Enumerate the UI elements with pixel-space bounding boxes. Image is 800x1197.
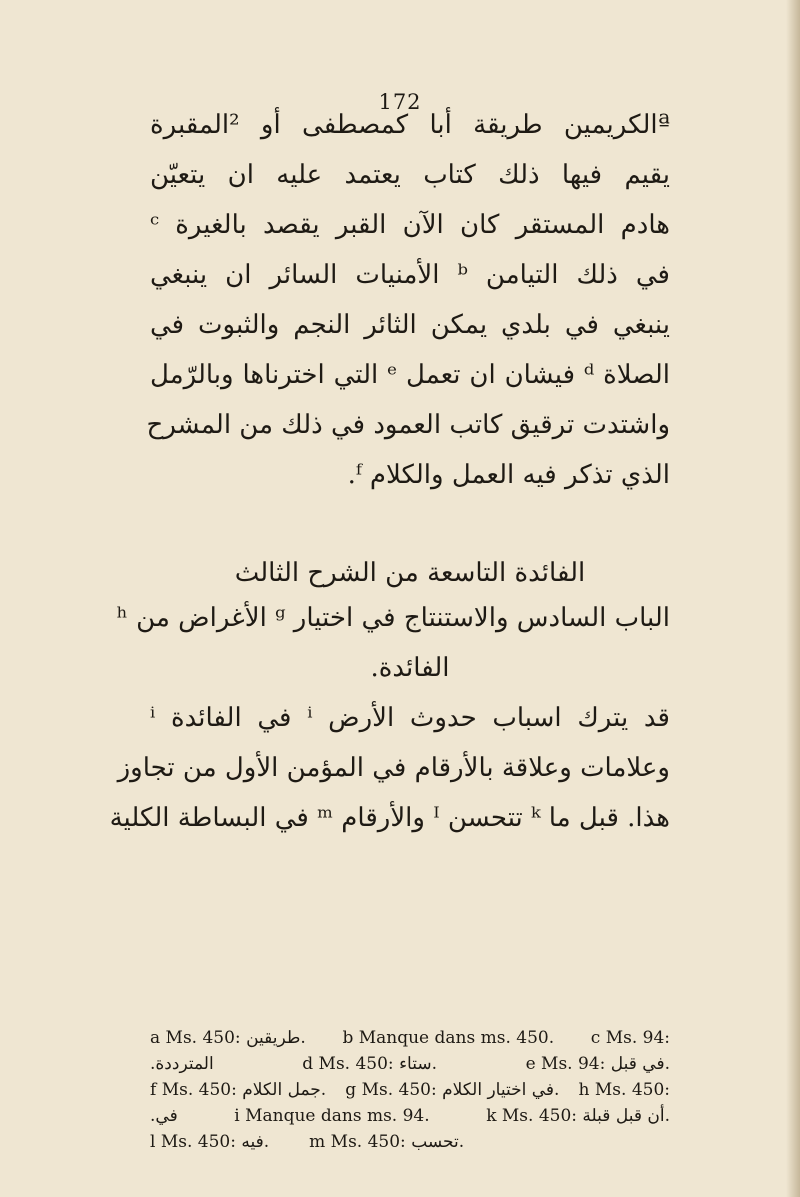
- footnote-row: [150, 1106, 670, 1132]
- text-line: الباب السادس والاستنتاج في اختيار ᵍ الأغراض من ʰ: [116, 603, 670, 633]
- footnote: i Manque dans ms. 94.: [234, 1106, 430, 1126]
- text-line: هذا. قبل ما ᵏ تتحسن ᴵ والأرقام ᵐ في البساطة الكلية: [109, 803, 670, 833]
- footnote-row: [150, 1080, 670, 1106]
- footnote: b Manque dans ms. 450.: [342, 1028, 555, 1048]
- footnote: k Ms. 450: أن قبل قبلة.: [486, 1106, 670, 1126]
- section-heading: الفائدة التاسعة من الشرح الثالث: [234, 558, 586, 588]
- page-number: 172: [378, 90, 422, 114]
- page-edge-shadow: [786, 0, 800, 1197]
- footnote: l Ms. 450: فيه.: [150, 1132, 270, 1152]
- footnote: d Ms. 450: ستاء.: [302, 1054, 438, 1074]
- footnote-row: [150, 1054, 670, 1080]
- text-line: الذي تذكر فيه العمل والكلام ᶠ.: [347, 460, 670, 490]
- section-text-block: [109, 603, 670, 855]
- footnote: المترددة.: [150, 1054, 214, 1074]
- footnote: f Ms. 450: جمل الكلام.: [150, 1080, 327, 1100]
- footnote: في.: [150, 1106, 178, 1126]
- text-line: وعلامات وعلاقة بالأرقام في المؤمن الأول من تجاوز: [117, 753, 670, 783]
- text-line: ينبغي في بلدي يمكن الثائر النجم والثبوت في: [150, 310, 670, 340]
- footnote: a Ms. 450: طريقين.: [150, 1028, 306, 1048]
- text-line: ªالكريمين طريقة أبا كمصطفى أو ²المقبرة: [150, 110, 670, 140]
- text-line: يقيم فيها ذلك كتاب يعتمد عليه ان يتعيّن: [150, 160, 670, 190]
- footnote: m Ms. 450: تحسب.: [309, 1132, 465, 1152]
- footnote-row: [150, 1028, 670, 1054]
- footnotes: [150, 1028, 670, 1158]
- footnote: h Ms. 450:: [578, 1080, 670, 1100]
- text-line: واشتدت ترقيق كاتب العمود في ذلك من المشرح: [146, 410, 670, 440]
- text-line: الصلاة ᵈ فيشان ان تعمل ᵉ التي اخترناها وبالرّمل: [150, 360, 670, 390]
- text-line: قد يترك اسباب حدوث الأرض ⁱ في الفائدة ⁱ: [150, 703, 670, 733]
- text-line: في ذلك التيامن ᵇ الأمنيات السائر ان ينبغي: [150, 260, 670, 290]
- footnote: e Ms. 94: في قبل.: [525, 1054, 670, 1074]
- footnote-row: [150, 1132, 670, 1158]
- text-line: هادم المستقر كان الآن القبر يقصد بالغيرة ᶜ: [150, 210, 670, 240]
- main-text-block: [146, 110, 670, 512]
- text-line: الفائدة.: [370, 653, 450, 683]
- footnote: c Ms. 94:: [590, 1028, 670, 1048]
- footnote: g Ms. 450: في اختيار الكلام.: [345, 1080, 560, 1100]
